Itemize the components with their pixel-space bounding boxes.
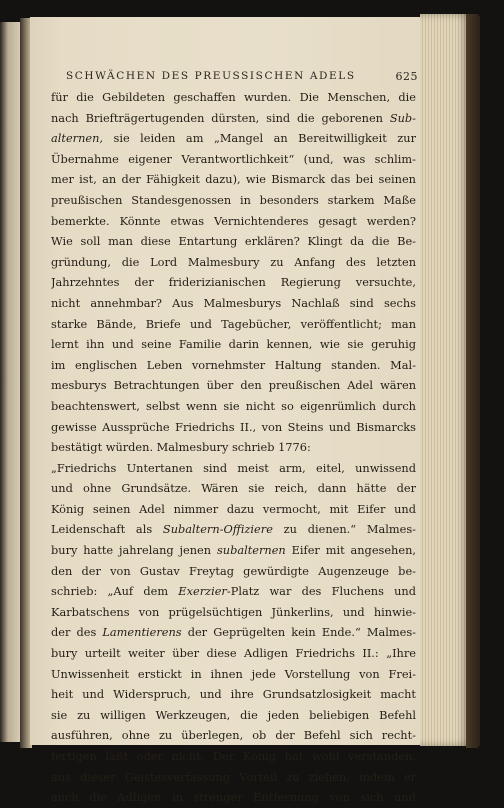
text-segment: der Geprügelten kein Ende.“ Malmes-: [181, 625, 416, 640]
text-line: [51, 252, 416, 273]
text-segment: mesburys Betrachtungen über den preußischen Adel wären: [51, 378, 416, 393]
text-segment: mer ist, an der Fähigkeit dazu), wie Bismarck das bei seinen: [51, 172, 416, 187]
text-line: [51, 314, 416, 335]
text-line: [51, 169, 416, 190]
text-segment: gründung, die Lord Malmesbury zu Anfang des letzten: [51, 254, 416, 269]
text-line: [51, 787, 416, 808]
text-segment: Wie soll man diese Entartung erklären? Klingt da die Be-: [51, 234, 416, 249]
text-segment: und ohne Grundsätze. Wären sie reich, dann hätte der: [51, 481, 416, 496]
text-segment: den der von Gustav Freytag gewürdigte Augenzeuge be-: [51, 563, 416, 578]
text-segment: König seinen Adel nimmer dazu vermocht, mit Eifer und: [51, 501, 416, 516]
text-line: [51, 272, 416, 293]
text-line: [51, 602, 416, 623]
running-head-title: SCHWÄCHEN DES PREUSSISCHEN ADELS: [66, 70, 356, 82]
text-line: [51, 108, 416, 129]
italic-text-segment: Exerzier: [178, 584, 227, 599]
text-segment: für die Gebildeten geschaffen wurden. Die Menschen, die: [51, 90, 416, 104]
text-line: [51, 684, 416, 705]
text-segment: bury urteilt weiter über diese Adligen Friedrichs II.: „Ihre: [51, 646, 416, 661]
text-line: [51, 87, 416, 108]
text-segment: ausführen, ohne zu überlegen, ob der Befehl sich recht-: [51, 728, 416, 743]
text-segment: sie zu willigen Werkzeugen, die jeden beliebigen Befehl: [51, 707, 416, 722]
text-segment: bestätigt würden. Malmesbury schrieb 1776:: [51, 440, 311, 455]
text-line: [51, 417, 416, 438]
text-segment: schrieb: „Auf dem: [51, 584, 179, 599]
text-line: [51, 437, 416, 458]
text-line: [51, 622, 416, 643]
text-line: [51, 293, 416, 314]
text-line: [51, 540, 416, 561]
text-segment: bemerkte. Könnte etwas Vernichtenderes gesagt werden?: [51, 213, 416, 228]
text-segment: starke Bände, Briefe und Tagebücher, veröffentlicht; man: [51, 316, 416, 331]
text-segment: Eifer mit angesehen,: [285, 543, 416, 558]
book-cover-edge: [466, 14, 480, 748]
text-line: [51, 478, 416, 499]
facing-page-edge: [0, 22, 20, 742]
text-line: [51, 355, 416, 376]
text-line: [51, 458, 416, 479]
text-line: [51, 581, 416, 602]
text-segment: der des: [51, 625, 103, 640]
body-text: [51, 87, 416, 808]
text-line: [51, 725, 416, 746]
text-line: [51, 519, 416, 540]
page-block-edges: [420, 14, 470, 746]
text-line: [51, 767, 416, 788]
text-segment: im englischen Leben vornehmster Haltung standen. Mal-: [51, 357, 416, 372]
page-number: 625: [395, 70, 418, 83]
italic-text-segment: alternen,: [51, 131, 104, 146]
text-line: [51, 190, 416, 211]
text-segment: aus dieser Geistesverfassung Vorteil zu ziehen, indem er: [51, 769, 416, 784]
text-segment: bury hatte jahrelang jenen: [51, 543, 217, 558]
text-segment: lernt ihn und seine Familie darin kennen, wie sie geruhig: [51, 337, 416, 352]
text-line: [51, 499, 416, 520]
text-line: [51, 664, 416, 685]
text-segment: Unwissenheit erstickt in ihnen jede Vorstellung von Frei-: [51, 666, 416, 681]
text-segment: „Friedrichs Untertanen sind meist arm, eitel, unwissend: [51, 460, 416, 475]
text-segment: zu dienen.“ Malmes-: [272, 522, 416, 537]
italic-text-segment: Lamentierens: [102, 625, 182, 640]
text-line: [51, 375, 416, 396]
text-segment: fertigen läßt oder nicht. Der König hat wohl verstanden,: [51, 749, 416, 763]
text-line: [51, 128, 416, 149]
text-segment: Jahrzehntes der friderizianischen Regierung versuchte,: [51, 275, 416, 290]
text-line: [51, 231, 416, 252]
text-segment: preußischen Standesgenossen in besonders starkem Maße: [51, 192, 416, 207]
text-segment: Karbatschens von prügelsüchtigen Jünkerlins, und hinwie-: [51, 604, 416, 619]
text-line: [51, 705, 416, 726]
text-line: [51, 643, 416, 664]
text-segment: nach Briefträgertugenden dürsten, sind die geborenen: [51, 110, 390, 125]
text-segment: nicht annehmbar? Aus Malmesburys Nachlaß sind sechs: [51, 295, 416, 310]
text-line: [51, 396, 416, 417]
text-segment: auch die Adligen in strenger Entfernung von sich und: [51, 790, 416, 805]
text-segment: Übernahme eigener Verantwortlichkeit“ (und, was schlim-: [51, 151, 416, 166]
text-line: [51, 149, 416, 170]
text-segment: heit und Widerspruch, und ihre Grundsatzlosigkeit macht: [51, 687, 416, 702]
text-segment: gewisse Aussprüche Friedrichs II., von Steins und Bismarcks: [51, 419, 416, 434]
text-segment: Leidenschaft als: [51, 522, 163, 537]
text-segment: beachtenswert, selbst wenn sie nicht so eigenrümlich durch: [51, 398, 416, 413]
text-segment: -Platz war des Fluchens und: [226, 584, 416, 599]
italic-text-segment: subalternen: [216, 543, 286, 558]
text-line: [51, 561, 416, 582]
text-line: [51, 334, 416, 355]
text-segment: sie leiden am „Mangel an Bereitwilligkeit zur: [103, 131, 416, 146]
italic-text-segment: Subaltern-Offiziere: [162, 522, 273, 537]
italic-text-segment: Sub-: [389, 110, 416, 125]
text-line: [51, 211, 416, 232]
